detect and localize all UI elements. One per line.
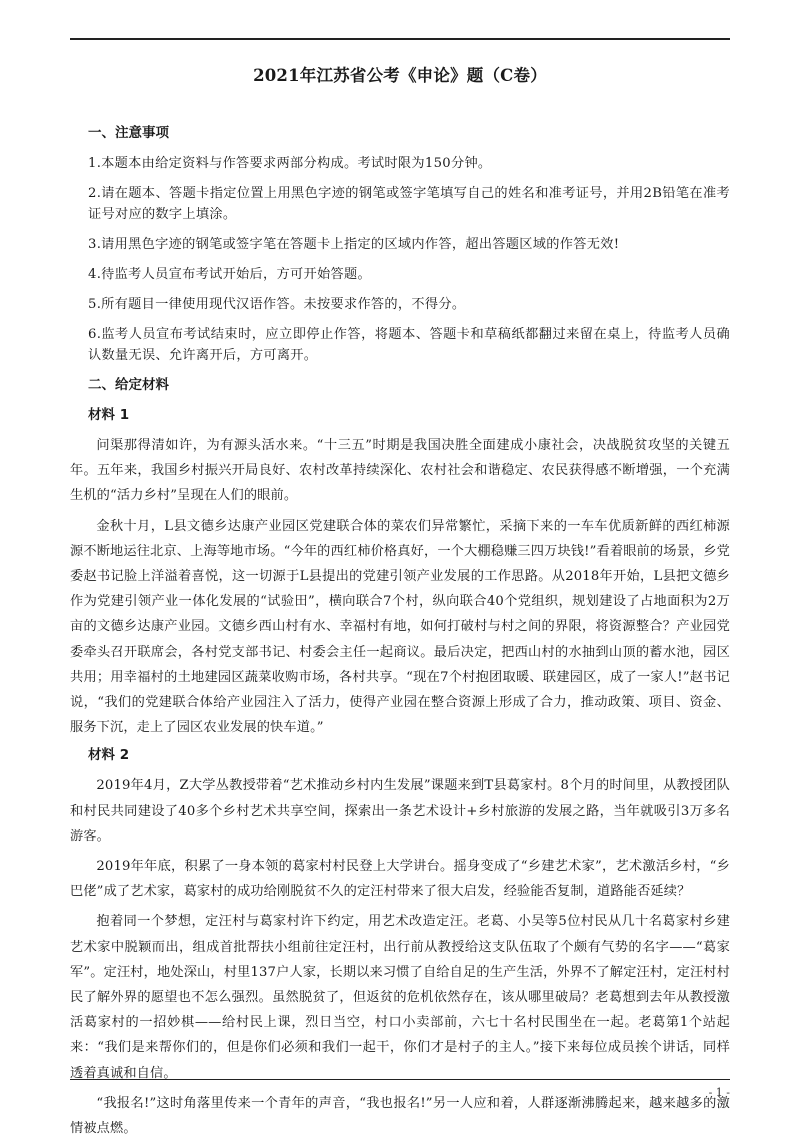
section-heading-notes: 一、注意事项 xyxy=(88,125,169,141)
material-paragraph: 金秋十月，L县文德乡达康产业园区党建联合体的菜农们异常繁忙，采摘下来的一车车优质新鲜的西红柿源源不断地运往北京、上海等地市场。“今年的西红柿价格真好，一个大棚稳赚三四万块钱!”看着眼前的场景，乡党委赵书记脸上洋溢着喜悦，这一切源于L县提出的党建引领产业发展的工作思路。从2018年开始，L县把文德乡作为党建引领产业一体化发展的“试验田”，横向联合7个村，纵向联合40个党组织，规划建设了占地面积为2万亩的文德乡达康产业园。文德乡西山村有水、幸福村有地，如何打破村与村之间的界限，将资源整合？产业园党委牵头召开联席会，各村党支部书记、村委会主任一起商议。最后决定，把西山村的水抽到山顶的蓄水池，园区共用；用幸福村的土地建园区蔬菜收购市场，各村共享。“现在7个村抱团取暖、联建园区，成了一家人!”赵书记说，“我们的党建联合体给产业园注入了活力，使得产业园在整合资源上形成了合力，推动政策、项目、资金、服务下沉，走上了园区农业发展的快车道。” xyxy=(70,518,730,736)
material-label: 材料 1 xyxy=(88,407,130,423)
note-item: 3.请用黑色字迹的钢笔或签字笔在答题卡上指定的区域内作答，超出答题区域的作答无效! xyxy=(88,237,620,252)
material-paragraph: 2019年年底，积累了一身本领的葛家村村民登上大学讲台。摇身变成了“乡建艺术家”，艺术激活乡村，“乡巴佬”成了艺术家，葛家村的成功给刚脱贫不久的定汪村带来了很大启发，经验能否复制，道路能否延续？ xyxy=(70,859,730,900)
footer-rule xyxy=(70,1079,730,1080)
material-paragraph: 抱着同一个梦想，定汪村与葛家村许下约定，用艺术改造定汪。老葛、小吴等5位村民从几十名葛家村乡建艺术家中脱颖而出，组成首批帮扶小组前往定汪村，出行前从教授给这支队伍取了个颇有气势的名字——“葛家军”。定汪村，地处深山，村里137户人家，长期以来习惯了自给自足的生产生活，外界不了解定汪村，定汪村村民了解外界的愿望也不怎么强烈。虽然脱贫了，但返贫的危机依然存在，该从哪里破局？老葛想到去年从教授激活葛家村的一招妙棋——给村民上课，烈日当空，村口小卖部前，六七十名村民围坐在一起。老葛第1个站起来：“我们是来帮你们的，但是你们必须和我们一起干，你们才是村子的主人。”接下来每位成员挨个讲话，同样透着真诚和自信。 xyxy=(70,914,730,1081)
note-item: 6.监考人员宣布考试结束时，应立即停止作答，将题本、答题卡和草稿纸都翻过来留在桌上，待监考人员确认数量无误、允许离开后，方可离开。 xyxy=(88,327,730,363)
document-body xyxy=(70,123,730,1146)
material-label: 材料 2 xyxy=(88,747,130,764)
note-item: 2.请在题本、答题卡指定位置上用黑色字迹的钢笔或签字笔填写自己的姓名和准考证号，并用2B铅笔在准考证号对应的数字上填涂。 xyxy=(88,186,730,222)
note-item: 4.待监考人员宣布考试开始后，方可开始答题。 xyxy=(88,267,371,282)
header-rule xyxy=(70,38,730,40)
note-item: 1.本题本由给定资料与作答要求两部分构成。考试时限为150分钟。 xyxy=(88,156,492,171)
material-paragraph: 问渠那得清如许，为有源头活水来。“十三五”时期是我国决胜全面建成小康社会，决战脱贫攻坚的关键五年。五年来，我国乡村振兴开局良好、农村改革持续深化、农村社会和谐稳定、农民获得感不断增强，一个充满生机的“活力乡村”呈现在人们的眼前。 xyxy=(70,438,730,504)
note-item: 5.所有题目一律使用现代汉语作答。未按要求作答的，不得分。 xyxy=(88,297,466,312)
section-heading-materials: 二、给定材料 xyxy=(88,377,169,393)
material-paragraph: “我报名!”这时角落里传来一个青年的声音，“我也报名!”另一人应和着，人群逐渐沸腾起来，越来越多的激情被点燃。 xyxy=(70,1095,730,1137)
page-number: - 1 - xyxy=(708,1086,730,1099)
material-paragraph: 2019年4月，Z大学丛教授带着“艺术推动乡村内生发展”课题来到T县葛家村。8个月的时间里，从教授团队和村民共同建设了40多个乡村艺术共享空间，探索出一条艺术设计+乡村旅游的发展之路，当年就吸引3万多名游客。 xyxy=(70,778,730,844)
page-title: 2021年江苏省公考《申论》题（C卷） xyxy=(253,66,547,85)
